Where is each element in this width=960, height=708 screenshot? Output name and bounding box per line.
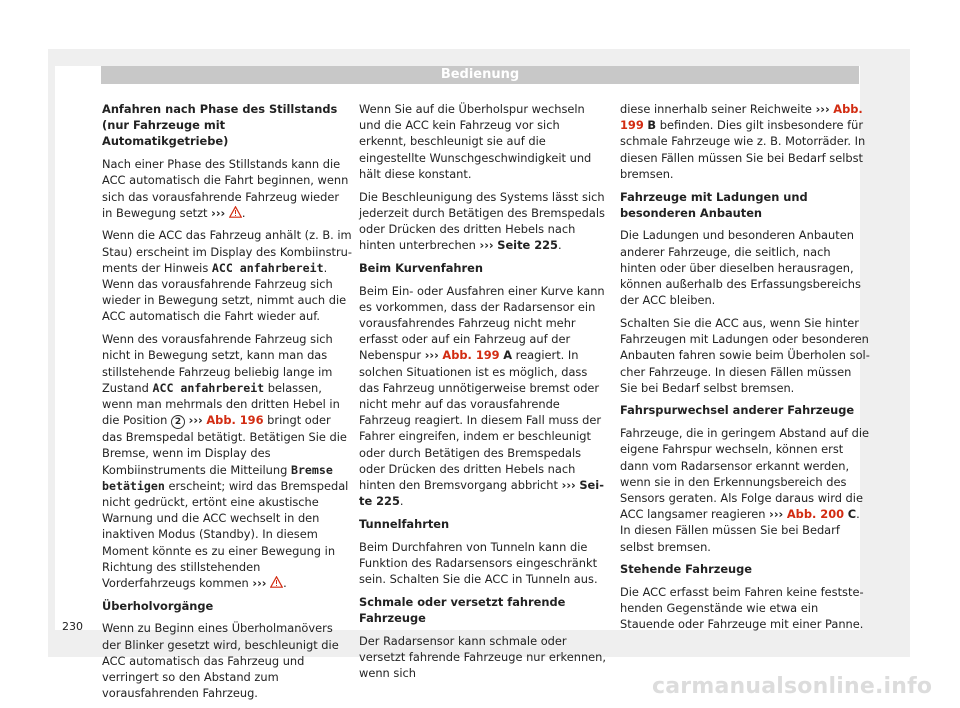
text: diese innerhalb seiner Reichweite xyxy=(620,102,816,116)
heading-kurvenfahren: Beim Kurvenfahren xyxy=(359,260,483,275)
arrow-reference[interactable]: ››› xyxy=(188,413,203,428)
heading-schmale-fahrzeuge: Schmale oder versetzt fahrende Fahrzeuge xyxy=(359,594,566,625)
paragraph: Der Radarsensor kann schmale oder versetzt fahrende Fahrzeuge nur erkennen, wenn sich xyxy=(359,633,607,680)
page-link[interactable]: Seite 225 xyxy=(497,238,558,253)
arrow-reference[interactable]: ››› xyxy=(769,507,784,522)
warning-icon[interactable] xyxy=(270,576,283,588)
display-message: Bremse betätigen xyxy=(102,462,333,493)
page-number: 230 xyxy=(62,620,83,633)
figure-letter: C xyxy=(847,507,857,522)
page-link[interactable]: Seite 225 xyxy=(359,477,604,509)
arrow-reference[interactable]: ››› xyxy=(479,238,494,253)
paragraph: Wenn zu Beginn eines Überholmanövers der Blinker gesetzt wird, beschleunigt die ACC automatisch das Fahrzeug und verringert so den Abstand zum vorausfahrenden Fahrzeug. xyxy=(102,621,339,701)
figure-link[interactable]: Abb. 196 xyxy=(206,413,264,428)
arrow-reference[interactable]: ››› xyxy=(211,205,226,220)
paragraph: Wenn Sie auf die Überholspur wechseln und die ACC kein Fahrzeug vor sich erkennt, beschleunigt sie auf die eingestellte Wunschgeschwindigkeit und hält diese konstant. xyxy=(359,102,592,181)
text: Nach einer Phase des Stillstands kann die ACC automatisch die Fahrt beginnen, wenn sich das vorausfahrende Fahrzeug wieder in Bewegung setzt xyxy=(102,157,349,220)
paragraph xyxy=(102,331,352,591)
arrow-reference[interactable]: ››› xyxy=(815,102,830,116)
paragraph: Die ACC erfasst beim Fahren keine feststehenden Gegenstände wie etwa ein Stauende oder Fahrzeuge mit einer Panne. xyxy=(620,584,864,632)
text: reagiert. In solchen Situationen ist es möglich, dass das Fahrzeug unnötigerweise bremst oder nicht mehr auf das vorausfahrende Fahrzeug reagiert. In diesem Fall muss der Fahrer eingreifen, indem er beschleunigt oder durch Betätigen des Bremspedals oder Drücken des dritten Hebels nach hinten den Bremsvorgang abbricht xyxy=(359,348,602,492)
text: Fahrzeuge, die in geringem Abstand auf die eigene Fahrspur wechseln, können erst dann vom Radarsensor erkannt werden, wenn sie in den Erkennungsbereich des Sensors geraten. Als Folge daraus wird die ACC langsamer reagieren xyxy=(620,426,870,522)
figure-link[interactable]: Abb. 199 xyxy=(442,348,500,363)
paragraph xyxy=(620,101,870,182)
column-1 xyxy=(102,101,352,708)
paragraph: Schalten Sie die ACC aus, wenn Sie hinter Fahrzeugen mit Ladungen oder besonderen Anbauten fahren sowie beim Überholen solcher Fahrzeuge. In diesen Fällen müssen Sie bei Bedarf selbst bremsen. xyxy=(620,315,870,395)
display-message: ACC anfahrbereit xyxy=(211,260,324,275)
text: . Wenn das vorausfahrende Fahrzeug sich wieder in Bewegung setzt, nimmt auch die ACC automatisch die Fahrt wieder auf. xyxy=(102,260,347,324)
arrow-reference[interactable]: ››› xyxy=(424,348,439,363)
text: belassen, wenn man mehrmals den dritten Hebel in die Position xyxy=(102,380,340,428)
paragraph xyxy=(102,227,352,324)
figure-letter: A xyxy=(503,348,513,363)
text: Die Beschleunigung des Systems lässt sich jederzeit durch Betätigen des Bremspedals oder Drücken des dritten Hebels nach hinten unterbrechen xyxy=(359,189,605,253)
arrow-reference[interactable]: ››› xyxy=(252,575,267,590)
text: Beim Ein- oder Ausfahren einer Kurve kann es vorkommen, dass der Radarsensor ein vorausfahrendes Fahrzeug nicht mehr erfasst oder auf ein Fahrzeug auf der Nebenspur xyxy=(359,283,605,363)
text: erscheint; wird das Bremspedal nicht gedrückt, ertönt eine akustische Warnung und die ACC wechselt in den inaktiven Modus (Standby). In diesem Moment könnte es zu einer Bewegung in Richtung des stillstehenden Vorderfahrzeugs kommen xyxy=(102,478,349,590)
display-message: ACC anfahrbereit xyxy=(152,380,265,395)
heading-fahrspurwechsel: Fahrspurwechsel anderer Fahrzeuge xyxy=(620,403,855,418)
text: . In diesen Fällen müssen Sie bei Bedarf selbst bremsen. xyxy=(620,507,860,554)
figure-letter: B xyxy=(647,118,657,133)
arrow-reference[interactable]: ››› xyxy=(561,477,576,492)
text: . xyxy=(241,205,246,220)
heading-tunnelfahrten: Tunnelfahrten xyxy=(359,516,450,531)
figure-link[interactable]: Abb. 200 xyxy=(786,507,845,522)
text: Wenn die ACC das Fahrzeug anhält (z. B. im Stau) erscheint im Display des Kombiinstruments der Hinweis xyxy=(102,228,353,275)
heading-anfahren: Anfahren nach Phase des Stillstands (nur Fahrzeuge mit Automatikgetriebe) xyxy=(102,102,338,149)
section-title: Bedienung xyxy=(440,67,520,82)
text: . xyxy=(557,238,562,253)
warning-icon[interactable] xyxy=(229,206,242,218)
column-2 xyxy=(359,101,609,688)
text: . xyxy=(399,494,404,509)
text: . xyxy=(283,575,287,590)
text: befinden. Dies gilt insbesondere für schmale Fahrzeuge wie z. B. Motorräder. In diesen Fällen müssen Sie bei Bedarf selbst bremsen. xyxy=(620,118,866,181)
paragraph xyxy=(359,283,609,510)
figure-link[interactable]: Abb. 199 xyxy=(620,102,863,133)
text: bringt oder das Bremspedal betätigt. Betätigen Sie die Bremse, wenn im Display des Kombiinstruments die Mitteilung xyxy=(102,413,347,477)
position-number-badge: 2 xyxy=(171,415,185,429)
section-header xyxy=(101,66,859,84)
paragraph xyxy=(102,156,352,221)
heading-ueberholvorgaenge: Überholvorgänge xyxy=(102,598,214,613)
column-3 xyxy=(620,101,870,639)
paragraph xyxy=(359,189,609,254)
paragraph xyxy=(620,425,870,555)
heading-stehende-fahrzeuge: Stehende Fahrzeuge xyxy=(620,562,753,577)
watermark: carmanualsonline.info xyxy=(652,674,933,699)
paragraph: Beim Durchfahren von Tunneln kann die Funktion des Radarsensors eingeschränkt sein. Schalten Sie die ACC in Tunneln aus. xyxy=(359,539,598,586)
heading-ladungen: Fahrzeuge mit Ladungen und besonderen Anbauten xyxy=(620,189,808,220)
paragraph: Die Ladungen und besonderen Anbauten anderer Fahrzeuge, die seitlich, nach hinten oder über dieselben herausragen, können außerhalb des Erfassungsbereichs der ACC bleiben. xyxy=(620,228,861,308)
text: Wenn des vorausfahrende Fahrzeug sich nicht in Bewegung setzt, kann man das stillstehende Fahrzeug beliebig lange im Zustand xyxy=(102,332,333,395)
